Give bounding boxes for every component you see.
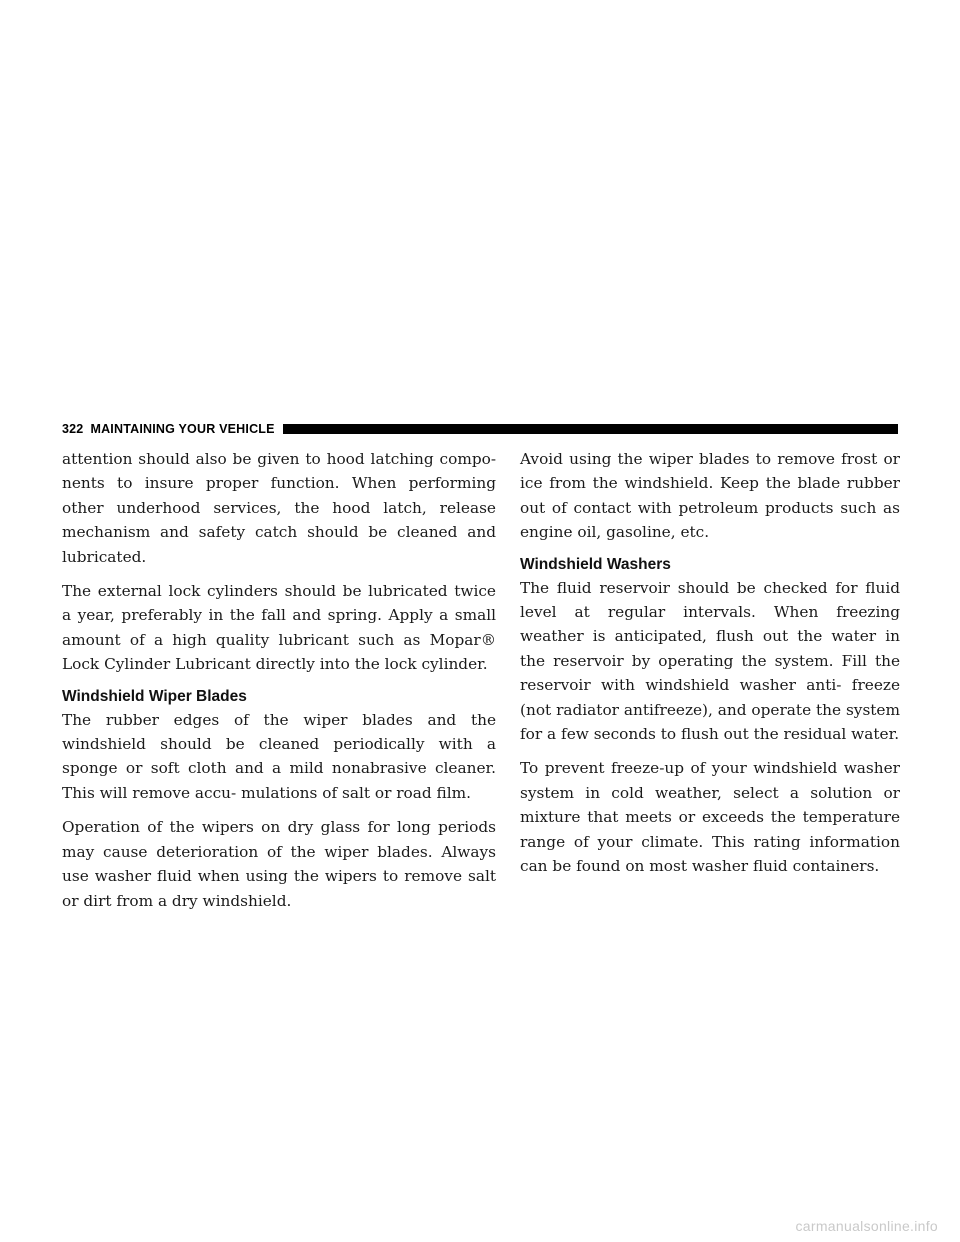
watermark: carmanualsonline.info (795, 1218, 938, 1234)
paragraph-wiper-cleaning: The rubber edges of the wiper blades and the windshield should be cleaned periodically with a sponge or soft cloth and a mild nonabrasive cleaner. This will remove accu- mulations of salt or road film. (62, 710, 496, 802)
section-title: MAINTAINING YOUR VEHICLE (90, 422, 275, 436)
paragraph-frost-ice: Avoid using the wiper blades to remove frost or ice from the windshield. Keep the blade rubber out of contact with petroleum products such as engine oil, gasoline, etc. (520, 450, 900, 542)
paragraph-lock-cylinders: The external lock cylinders should be lubricated twice a year, preferably in the fall and spring. Apply a small amount of a high quality lubricant such as Mopar® Lock Cylinder Lubricant directly into the lock cylinder. (62, 582, 496, 674)
header-label (62, 422, 275, 436)
paragraph-hood-latch: attention should also be given to hood latching compo- nents to insure proper function. When performing other underhood services, the hood latch, release mechanism and safety catch should be cleaned and lubricated. (62, 450, 496, 566)
heading-windshield-washers: Windshield Washers (520, 555, 671, 573)
header-rule (283, 424, 898, 434)
paragraph-wiper-dry-glass: Operation of the wipers on dry glass for long periods may cause deterioration of the wiper blades. Always use washer fluid when using the wipers to remove salt or dirt from a dry windshield. (62, 818, 496, 910)
page-number: 322 (62, 422, 84, 436)
paragraph-fluid-reservoir: The fluid reservoir should be checked for fluid level at regular intervals. When freezing weather is anticipated, flush out the water in the reservoir by operating the system. Fill the reservoir with windshield washer anti- freeze (not radiator antifreeze), and operate the system for a few seconds to flush out the residual water. (520, 578, 900, 744)
paragraph-freeze-up: To prevent freeze-up of your windshield washer system in cold weather, select a solution or mixture that meets or exceeds the temperature range of your climate. This rating information can be found on most washer fluid containers. (520, 759, 900, 876)
heading-wiper-blades: Windshield Wiper Blades (62, 687, 247, 705)
right-column (520, 447, 900, 889)
page-header (62, 421, 898, 437)
left-column (62, 447, 496, 923)
